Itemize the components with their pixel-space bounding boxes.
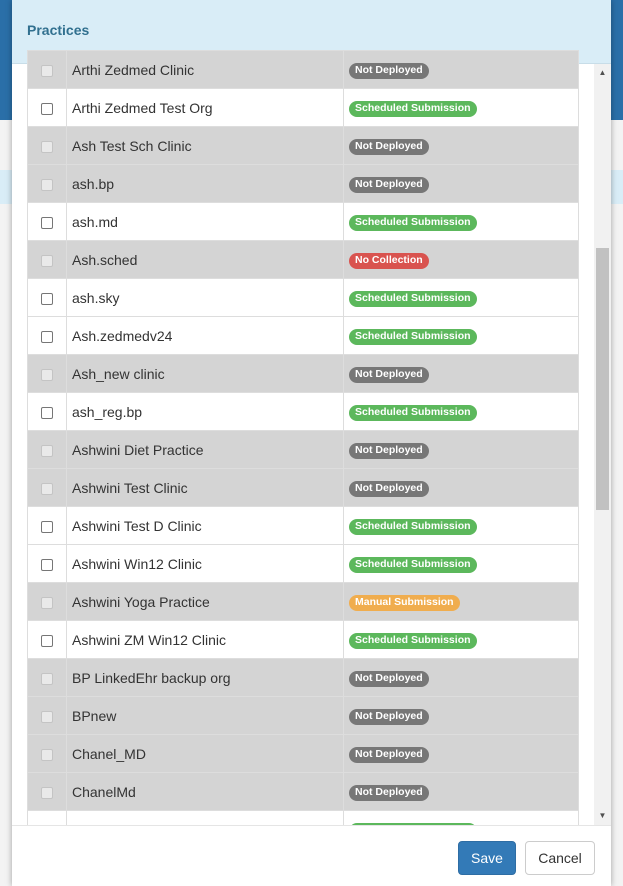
practices-table <box>27 50 579 849</box>
row-checkbox[interactable] <box>41 103 53 115</box>
row-checkbox <box>41 445 53 457</box>
status-cell <box>344 545 579 583</box>
practice-name: BPnew <box>67 697 344 735</box>
status-badge: Not Deployed <box>349 367 429 383</box>
scroll-down-arrow-icon[interactable]: ▼ <box>598 811 607 820</box>
status-cell <box>344 51 579 89</box>
table-row <box>28 203 579 241</box>
practice-name: Ash Test Sch Clinic <box>67 127 344 165</box>
row-checkbox <box>41 597 53 609</box>
practice-name: ash.bp <box>67 165 344 203</box>
status-badge: Not Deployed <box>349 443 429 459</box>
status-badge: Not Deployed <box>349 671 429 687</box>
table-row <box>28 355 579 393</box>
status-badge: Not Deployed <box>349 785 429 801</box>
practice-name: Ashwini Diet Practice <box>67 431 344 469</box>
status-cell <box>344 317 579 355</box>
status-cell <box>344 241 579 279</box>
table-row <box>28 773 579 811</box>
status-badge: Scheduled Submission <box>349 101 477 117</box>
table-row <box>28 697 579 735</box>
status-cell <box>344 659 579 697</box>
status-badge: Scheduled Submission <box>349 215 477 231</box>
practices-table-body <box>28 51 579 849</box>
row-checkbox <box>41 255 53 267</box>
row-checkbox[interactable] <box>41 407 53 419</box>
row-checkbox[interactable] <box>41 331 53 343</box>
practice-name: ash.md <box>67 203 344 241</box>
row-checkbox <box>41 179 53 191</box>
table-row <box>28 735 579 773</box>
practice-name: BP LinkedEhr backup org <box>67 659 344 697</box>
modal-footer <box>12 825 611 886</box>
checkbox-cell <box>28 51 67 89</box>
status-cell <box>344 203 579 241</box>
table-row <box>28 393 579 431</box>
practice-name: Ashwini Test Clinic <box>67 469 344 507</box>
status-badge: Scheduled Submission <box>349 291 477 307</box>
cancel-button[interactable]: Cancel <box>525 841 595 875</box>
row-checkbox[interactable] <box>41 293 53 305</box>
status-cell <box>344 89 579 127</box>
table-row <box>28 279 579 317</box>
checkbox-cell <box>28 165 67 203</box>
status-cell <box>344 355 579 393</box>
practice-name: ChanelMd <box>67 773 344 811</box>
status-badge: Scheduled Submission <box>349 633 477 649</box>
status-badge: Not Deployed <box>349 139 429 155</box>
status-badge: Scheduled Submission <box>349 519 477 535</box>
checkbox-cell <box>28 241 67 279</box>
checkbox-cell <box>28 203 67 241</box>
practice-name: Ashwini Win12 Clinic <box>67 545 344 583</box>
checkbox-cell <box>28 317 67 355</box>
checkbox-cell <box>28 431 67 469</box>
status-cell <box>344 735 579 773</box>
status-cell <box>344 393 579 431</box>
row-checkbox[interactable] <box>41 635 53 647</box>
practice-name: Arthi Zedmed Test Org <box>67 89 344 127</box>
status-cell <box>344 583 579 621</box>
checkbox-cell <box>28 545 67 583</box>
checkbox-cell <box>28 583 67 621</box>
status-badge: No Collection <box>349 253 429 269</box>
row-checkbox <box>41 141 53 153</box>
table-row <box>28 317 579 355</box>
row-checkbox <box>41 369 53 381</box>
status-cell <box>344 127 579 165</box>
status-cell <box>344 431 579 469</box>
status-badge: Scheduled Submission <box>349 557 477 573</box>
row-checkbox[interactable] <box>41 217 53 229</box>
checkbox-cell <box>28 621 67 659</box>
practice-name: Ash.sched <box>67 241 344 279</box>
status-cell <box>344 773 579 811</box>
scroll-thumb[interactable] <box>596 248 609 510</box>
modal-title: Practices <box>27 22 90 38</box>
status-badge: Not Deployed <box>349 481 429 497</box>
checkbox-cell <box>28 469 67 507</box>
table-row <box>28 545 579 583</box>
row-checkbox <box>41 483 53 495</box>
checkbox-cell <box>28 697 67 735</box>
practice-name: Ashwini ZM Win12 Clinic <box>67 621 344 659</box>
row-checkbox <box>41 711 53 723</box>
table-row <box>28 241 579 279</box>
status-cell <box>344 165 579 203</box>
practice-name: Arthi Zedmed Clinic <box>67 51 344 89</box>
save-button[interactable]: Save <box>458 841 516 875</box>
practices-modal <box>12 0 611 886</box>
practice-name: ash_reg.bp <box>67 393 344 431</box>
checkbox-cell <box>28 127 67 165</box>
practice-name: Ashwini Yoga Practice <box>67 583 344 621</box>
table-row <box>28 507 579 545</box>
status-cell <box>344 507 579 545</box>
table-row <box>28 127 579 165</box>
status-cell <box>344 469 579 507</box>
row-checkbox <box>41 673 53 685</box>
practice-name: Ash.zedmedv24 <box>67 317 344 355</box>
table-row <box>28 51 579 89</box>
table-row <box>28 89 579 127</box>
status-cell <box>344 279 579 317</box>
checkbox-cell <box>28 393 67 431</box>
status-cell <box>344 697 579 735</box>
practice-name: Ashwini Test D Clinic <box>67 507 344 545</box>
row-checkbox[interactable] <box>41 521 53 533</box>
status-badge: Scheduled Submission <box>349 405 477 421</box>
checkbox-cell <box>28 659 67 697</box>
row-checkbox <box>41 749 53 761</box>
table-row <box>28 659 579 697</box>
status-badge: Scheduled Submission <box>349 329 477 345</box>
status-badge: Not Deployed <box>349 709 429 725</box>
modal-body[interactable] <box>12 61 611 825</box>
table-row <box>28 431 579 469</box>
checkbox-cell <box>28 279 67 317</box>
row-checkbox[interactable] <box>41 559 53 571</box>
checkbox-cell <box>28 89 67 127</box>
checkbox-cell <box>28 355 67 393</box>
table-row <box>28 621 579 659</box>
practice-name: Ash_new clinic <box>67 355 344 393</box>
modal-scrollbar[interactable] <box>594 64 611 825</box>
table-row <box>28 165 579 203</box>
scroll-up-arrow-icon[interactable]: ▲ <box>598 68 607 77</box>
checkbox-cell <box>28 773 67 811</box>
practice-name: Chanel_MD <box>67 735 344 773</box>
table-row <box>28 469 579 507</box>
status-badge: Not Deployed <box>349 747 429 763</box>
practice-name: ash.sky <box>67 279 344 317</box>
table-row <box>28 583 579 621</box>
row-checkbox <box>41 787 53 799</box>
status-badge: Manual Submission <box>349 595 460 611</box>
status-badge: Not Deployed <box>349 177 429 193</box>
checkbox-cell <box>28 507 67 545</box>
practices-table-wrap <box>27 50 578 849</box>
row-checkbox <box>41 65 53 77</box>
checkbox-cell <box>28 735 67 773</box>
status-badge: Not Deployed <box>349 63 429 79</box>
status-cell <box>344 621 579 659</box>
